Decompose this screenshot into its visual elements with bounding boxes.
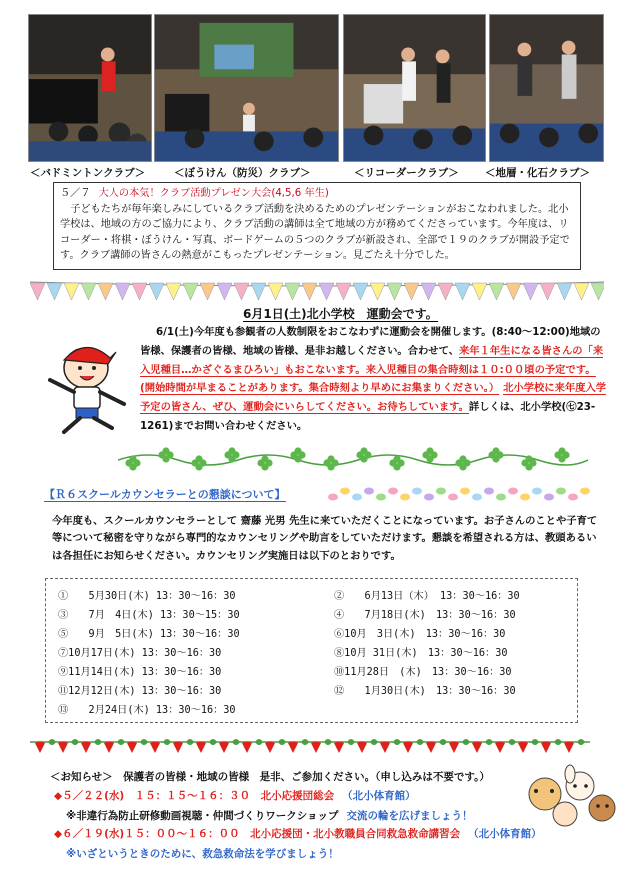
strawberry [380,742,390,754]
clover-leaf [290,451,297,458]
strawberry-leaf [48,739,56,745]
pennant-flag [149,283,164,300]
schedule-row [46,587,577,605]
sports-day-kid-event: 来年１年生になる皆さんの「来入児種目…かざぐるまひろい」もおこないます。来入児種目の集合時刻は１０:００頃の予定です。(開始時間が早まることがあります。集合時刻より早めにお集まりください。） [140,344,604,395]
photo-badminton-club [28,14,152,162]
schedule-row [46,606,577,624]
counselor-title: 【Ｒ６スクールカウンセラーとの懇談について】 [44,488,286,501]
strawberry [81,742,91,754]
petal [424,494,434,501]
pennant-flag [455,283,470,300]
strawberry [288,742,298,754]
strawberry-leaf [439,739,447,745]
strawberry [173,742,183,754]
pennant-flag [302,283,317,300]
strawberry-leaf [71,739,79,745]
strawberry [150,742,160,754]
petal-decoration [325,484,595,504]
clover-leaf [125,459,132,466]
petal [400,494,410,501]
counselor-body [32,513,602,565]
notice-item1-sub-text: ※非違行為防止研修動画視聴・仲間づくりワークショップ [66,810,339,822]
schedule-row [46,644,577,662]
schedule-date: ⑬ 2月24日(木) 13：30～16：30 [58,705,236,716]
schedule-date: ⑥10月 3日(木) 13：30～16：30 [334,629,506,640]
sports-day-contact: 詳しくは、北小学校(㊆23-1261)までお問い合わせください。 [140,401,596,432]
schedule-date: ⑪12月12日(木) 13：30～16：30 [58,686,222,697]
petal [436,488,446,495]
pennant-flag [115,283,130,300]
club-body: 子どもたちが毎年楽しみにしているクラブ活動を決めるためのプレゼンテーションがおこなわれました。北小学校は、地域の方のご協力により、クラブ活動の講師は全て地域の方が務めてくださっています。今年度は、リコーダー・将棋・ぼうけん・写真、ボードゲームの５つのクラブが新設され、全部で１９のクラブが開設予定です。クラブ講師の皆さんの熱意がこもったプレゼンテーション。見ごたえ十分でした。 [60,203,570,261]
strawberry-leaf [508,739,516,745]
photo-bouken-club [154,14,339,162]
strawberry-leaf [140,739,148,745]
pennant-flag [489,283,504,300]
pennant-flag [438,283,453,300]
petal [532,488,542,495]
pennant-flag [540,283,555,300]
pennant-flag [523,283,538,300]
strawberry [127,742,137,754]
schedule-date: ⑫ 1月30日(木) 13：30～16：30 [334,686,516,697]
schedule-date: ① 5月30日(木) 13：30～16：30 [58,591,236,602]
pennant-flag [268,283,283,300]
pennant-flag [217,283,232,300]
pennant-flag [132,283,147,300]
strawberry [196,742,206,754]
strawberry [541,742,551,754]
strawberry-leaf [324,739,332,745]
notice-heading: ＜お知らせ＞ 保護者の皆様・地域の皆様 是非、ご参加ください。（申し込みは不要です。） [50,771,490,783]
pennant-flag [81,283,96,300]
schedule-row [46,682,577,700]
schedule-date: ② 6月13日（木） 13：30～16：30 [334,591,520,602]
clover-leaf [257,459,264,466]
strawberry-vine-decoration [30,734,590,754]
strawberry-leaf [163,739,171,745]
petal [460,488,470,495]
strawberry-leaf [117,739,125,745]
club-date: ５／７ [60,188,91,199]
strawberry [518,742,528,754]
strawberry [564,742,574,754]
caption-badminton: ＜バドミントンクラブ＞ [30,167,146,179]
clover-leaf [554,451,561,458]
pennant-flag [200,283,215,300]
schedule-date: ⑩11月28日 (木) 13：30～16：30 [334,667,512,678]
pennant-flag [183,283,198,300]
pennant-flag [404,283,419,300]
sports-day-date: 6/1(土) [156,326,194,338]
notice-item2-sub: ※いざというときのために、救急救命法を学びましょう！ [66,848,339,860]
pennant-flag [591,283,604,300]
petal [520,494,530,501]
strawberry-leaf [416,739,424,745]
pennant-flag [506,283,521,300]
pennant-flag [370,283,385,300]
strawberry-leaf [94,739,102,745]
petal [352,494,362,501]
strawberry-leaf [485,739,493,745]
petal [544,494,554,501]
strawberry [58,742,68,754]
petal [580,488,590,495]
petal [412,488,422,495]
club-presentation-box [53,182,581,270]
schedule-date: ⑦10月17日(木) 13：30～16：30 [58,648,222,659]
strawberry-leaf [577,739,585,745]
pennant-flag [319,283,334,300]
running-child-illustration [16,330,141,440]
caption-bouken: ＜ぼうけん（防災）クラブ＞ [174,167,311,179]
strawberry-leaf [186,739,194,745]
strawberry [472,742,482,754]
petal [376,494,386,501]
counselor-text: 今年度も、スクールカウンセラーとして 齋藤 光男 先生に来ていただくことになっています。お子さんのことや子育て等について秘密を守りながら専門的なカウンセリングや助言をしていただけます。懇談を希望される方は、教頭あるいは各担任にお知らせください。カウンセリング実施日は以下のとおりです。 [52,515,598,562]
petal [364,488,374,495]
counselor-schedule [45,578,578,723]
schedule-date: ⑨11月14日(木) 13：30～16：30 [58,667,222,678]
strawberry [219,742,229,754]
clover-leaf [191,459,198,466]
notice-item-first-aid [54,826,542,841]
caption-recorder: ＜リコーダークラブ＞ [354,167,459,179]
pennant-flag [353,283,368,300]
schedule-row [46,625,577,643]
strawberry-leaf [462,739,470,745]
pennant-flag [557,283,572,300]
petal [388,488,398,495]
pennant-flag [472,283,487,300]
pennant-flag [251,283,266,300]
schedule-date: ⑧10月 31日(木) 13：30～16：30 [334,648,508,659]
schedule-date: ③ 7月 4日(木) 13：30～15：30 [58,610,240,621]
strawberry-leaf [301,739,309,745]
strawberry [334,742,344,754]
strawberry-leaf [393,739,401,745]
clover-leaf [455,459,462,466]
strawberry [265,742,275,754]
clover-leaf [521,459,528,466]
strawberry [426,742,436,754]
strawberry [242,742,252,754]
strawberry-leaf [232,739,240,745]
notice-item2-where: （北小体育館） [468,828,542,840]
caption-fossil: ＜地層・化石クラブ＞ [485,167,590,179]
clover-leaf [356,451,363,458]
notice-item1-where: （北小体育館） [342,790,416,802]
petal [568,494,578,501]
petal [472,494,482,501]
club-heading [60,186,574,202]
petal [340,488,350,495]
pennant-flag [387,283,402,300]
clover-leaf [389,459,396,466]
petal [508,488,518,495]
petal [556,488,566,495]
strawberry [449,742,459,754]
pennant-flag [64,283,79,300]
strawberry-leaf [209,739,217,745]
clover-leaf [158,451,165,458]
club-title: 大人の本気！クラブ活動プレゼン大会(4,5,6 年生) [98,188,329,199]
notice-item1-sub [66,808,473,823]
photo-recorder-club [343,14,486,162]
strawberry-leaf [255,739,263,745]
clover-leaf [488,451,495,458]
petal [496,494,506,501]
clover-leaf [323,459,330,466]
strawberry-leaf [347,739,355,745]
pennant-flag [166,283,181,300]
notice-item2-when: ◆６／１９(水)１５：００～１６：００ 北小応援団・北小教職員合同救急救命講習会 [54,828,461,840]
photo-fossil-club [489,14,604,162]
strawberry-leaf [554,739,562,745]
pennant-flag [30,283,45,300]
petal [328,494,338,501]
sports-day-invite: 北小学校に来年度入学予定の皆さん、ぜひ、運動会にいらしてください。お待ちしています。 [140,382,607,414]
sports-day-title: 6月1日(土)北小学校 運動会です。 [243,307,438,321]
strawberry [357,742,367,754]
schedule-row [46,663,577,681]
clover-leaf [422,451,429,458]
strawberry [104,742,114,754]
strawberry-leaf [531,739,539,745]
pennant-flag [574,283,589,300]
pennant-bunting-decoration [30,280,604,302]
schedule-date: ⑤ 9月 5日(木) 13：30～16：30 [58,629,240,640]
notice-item1-sub-blue: 交流の輪を広げましょう！ [346,810,473,822]
pennant-flag [285,283,300,300]
clover-leaf [224,451,231,458]
pennant-flag [47,283,62,300]
petal [448,494,458,501]
pennant-flag [98,283,113,300]
animal-friends-illustration [520,764,620,830]
strawberry [311,742,321,754]
pennant-flag [421,283,436,300]
schedule-date: ④ 7月18日(木) 13：30～16：30 [334,610,516,621]
clover-vine-decoration [118,446,588,472]
strawberry [35,742,45,754]
schedule-row [46,701,577,719]
petal [484,488,494,495]
sports-day-body [140,323,610,436]
strawberry-leaf [370,739,378,745]
sports-day-text: 今年度も参観者の人数制限をおこなわずに運動会を開催します。(8:40～12:00)地域の皆様、保護者の皆様、地域の皆様、是非お越しください。合わせて、 [140,326,601,357]
strawberry [495,742,505,754]
pennant-flag [234,283,249,300]
notice-item1-when: ◆５／２２(水) １５：１５～１６：３０ 北小応援団総会 [54,790,335,802]
strawberry [403,742,413,754]
notice-item-general-meeting [54,788,416,803]
pennant-flag [336,283,351,300]
strawberry-leaf [278,739,286,745]
